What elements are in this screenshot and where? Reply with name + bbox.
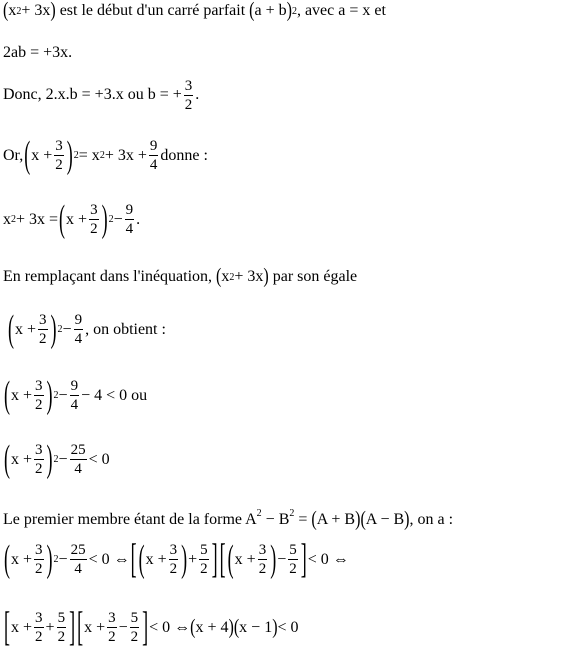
line-3: Donc, 2.x.b = +3.x ou b = + $\frac{3}{2}$ .: [3, 78, 200, 113]
line-8: ( x + $\frac{3}{2}$ ) 2 − $\frac{9}{4}$ − 4 < 0 ou: [4, 373, 148, 416]
line-10: Le premier membre étant de la forme $A^2 - B^2$ = ( A + B ) ( A − B ) , on a :: [3, 508, 454, 532]
line-7: ( x + $\frac{3}{2}$ ) 2 − $\frac{9}{4}$ , on obtient :: [8, 307, 166, 350]
line-12: [ x + $\frac{3}{2}$ + $\frac{5}{2}$ ] [ x + $\frac{3}{2}$ − $\frac{5}{2}$ ] < 0 ⇔ ( x + 4 ) ( x − 1 ) < 0: [4, 603, 299, 650]
line-11: ( x + $\frac{3}{2}$ ) 2 − $\frac{25}{4}$ < 0 ⇔ [ ( x + $\frac{3}{2}$ ) + $\frac{5}{2}$ ] [ ( x + $\frac{3}{2}$ ) − $\frac{5}{2}$ ] < 0 ⇔: [4, 535, 349, 582]
line-4: Or, ( x + $\frac{3}{2}$ ) 2 = x 2 + 3x + $\frac{9}{4}$ donne :: [3, 133, 208, 176]
line-6: En remplaçant dans l'inéquation, ( x 2 + 3x ) par son égale: [3, 265, 358, 289]
line-2: 2ab = +3x.: [3, 44, 73, 61]
line-1: ( x 2 + 3x ) est le début d'un carré parfait ( a + b ) 2 , avec a = x et: [3, 0, 386, 23]
line-9: ( x + $\frac{3}{2}$ ) 2 − $\frac{25}{4}$ < 0: [4, 437, 110, 480]
line-5: x 2 + 3x = ( x + $\frac{3}{2}$ ) 2 − $\frac{9}{4}$ .: [3, 197, 141, 240]
